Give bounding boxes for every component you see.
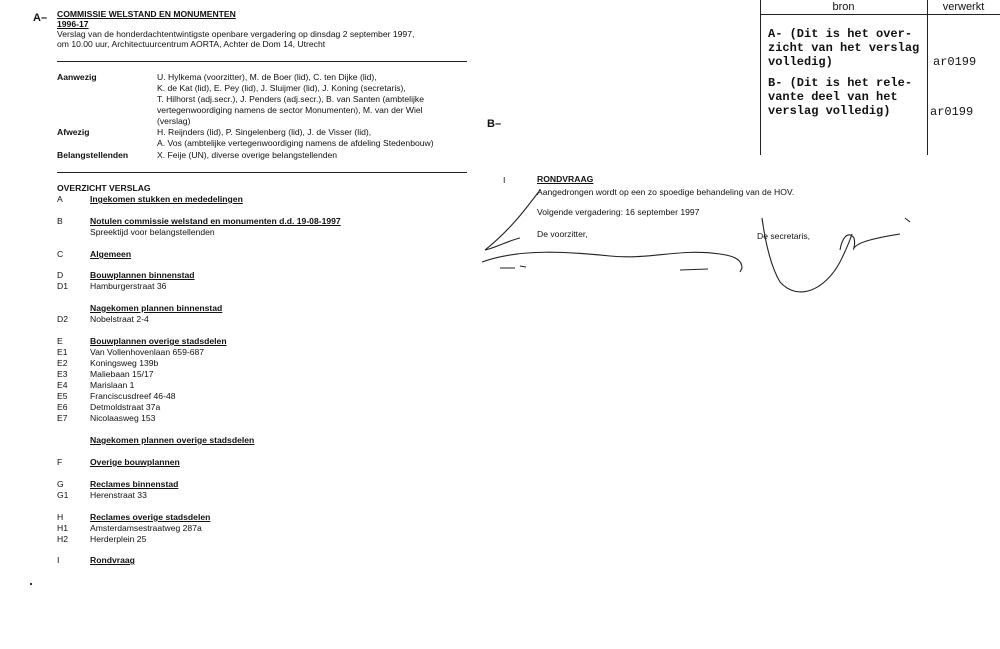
stakeholders-label: Belangstellenden bbox=[57, 150, 129, 160]
next-meeting: Volgende vergadering: 16 september 1997 bbox=[537, 207, 700, 217]
stamp-note-line: B- (Dit is het rele- bbox=[768, 76, 913, 90]
secretary-signature bbox=[905, 218, 910, 222]
item-code: B bbox=[57, 216, 63, 226]
list-item: Herderplein 25 bbox=[90, 534, 147, 544]
item-code: E2 bbox=[57, 358, 68, 368]
item-code: I bbox=[57, 555, 60, 565]
item-code: D bbox=[57, 270, 64, 280]
stamp-note-line: zicht van het verslag bbox=[768, 41, 920, 55]
item-code: C bbox=[57, 249, 64, 259]
stamp-code-b: ar0199 bbox=[930, 105, 974, 119]
section-f-title: Overige bouwplannen bbox=[90, 457, 180, 467]
chair-label: De voorzitter, bbox=[537, 229, 588, 239]
stamp-border-left bbox=[760, 0, 761, 155]
stamp-note-a bbox=[768, 27, 919, 69]
stamp-header-rule bbox=[760, 14, 1000, 15]
item-code: D2 bbox=[57, 314, 68, 324]
stamp-code-a: ar0199 bbox=[933, 55, 977, 69]
list-item: Maliebaan 15/17 bbox=[90, 369, 154, 379]
list-item: Nicolaasweg 153 bbox=[90, 413, 156, 423]
list-item: Hamburgerstraat 36 bbox=[90, 281, 167, 291]
overview-heading: OVERZICHT VERSLAG bbox=[57, 183, 151, 193]
item-code: H1 bbox=[57, 523, 68, 533]
stamp-note-line: verslag volledig) bbox=[768, 104, 891, 118]
item-code: H bbox=[57, 512, 64, 522]
rondvraag-text: Aangedrongen wordt op een zo spoedige behandeling van de HOV. bbox=[537, 187, 795, 197]
list-item: Detmoldstraat 37a bbox=[90, 402, 161, 412]
chair-signature bbox=[485, 190, 540, 250]
secretary-label: De secretaris, bbox=[757, 231, 811, 241]
stamp-note-line: volledig) bbox=[768, 55, 833, 69]
section-e-title: Bouwplannen overige stadsdelen bbox=[90, 336, 227, 346]
list-item: Koningsweg 139b bbox=[90, 358, 159, 368]
chair-signature bbox=[500, 266, 708, 270]
rondvraag-code: I bbox=[503, 175, 506, 185]
section-i-title: Rondvraag bbox=[90, 555, 135, 565]
item-code: E3 bbox=[57, 369, 68, 379]
section-b-title: Notulen commissie welstand en monumenten d.d. 19-08-1997 bbox=[90, 216, 341, 226]
item-code: A bbox=[57, 194, 63, 204]
mark-b: B– bbox=[487, 118, 502, 130]
list-item: Nobelstraat 2-4 bbox=[90, 314, 149, 324]
present-line: (verslag) bbox=[157, 116, 191, 126]
late-plans-other-title: Nagekomen plannen overige stadsdelen bbox=[90, 435, 255, 445]
divider bbox=[57, 61, 467, 62]
list-item: Amsterdamsestraatweg 287a bbox=[90, 523, 202, 533]
document-year: 1996-17 bbox=[57, 19, 89, 29]
present-line: T. Hilhorst (adj.secr.), J. Penders (adj.secr.), B. van Santen (ambtelijke bbox=[157, 94, 424, 104]
absent-line: A. Vos (ambtelijke vertegenwoordiging namens de afdeling Stedenbouw) bbox=[157, 138, 434, 148]
stamp-source-header: bron bbox=[832, 1, 855, 13]
divider bbox=[57, 172, 467, 173]
header-line-2: om 10.00 uur, Architectuurcentrum AORTA, Achter de Dom 14, Utrecht bbox=[57, 39, 326, 49]
section-h-title: Reclames overige stadsdelen bbox=[90, 512, 211, 522]
stamp-processed-header: verwerkt bbox=[942, 1, 985, 13]
list-item: Van Vollenhovenlaan 659-687 bbox=[90, 347, 205, 357]
present-line: K. de Kat (lid), E. Pey (lid), J. Sluijmer (lid), J. Koning (secretaris), bbox=[157, 83, 406, 93]
present-line: vertegenwoordiging namens de sector Monumenten), M. van der Wiel bbox=[157, 105, 423, 115]
section-c-title: Algemeen bbox=[90, 249, 132, 259]
list-item: Marislaan 1 bbox=[90, 380, 135, 390]
document-title: COMMISSIE WELSTAND EN MONUMENTEN bbox=[57, 9, 236, 19]
stamp-divider bbox=[927, 0, 928, 155]
section-d-title: Bouwplannen binnenstad bbox=[90, 270, 195, 280]
item-code: G bbox=[57, 479, 64, 489]
stamp-note-line: vante deel van het bbox=[768, 90, 898, 104]
header-line-1: Verslag van de honderdachtentwintigste openbare vergadering op dinsdag 2 september 1997, bbox=[57, 29, 415, 39]
item-code: E7 bbox=[57, 413, 68, 423]
section-b-sub: Spreektijd voor belangstellenden bbox=[90, 227, 215, 237]
rondvraag-heading: RONDVRAAG bbox=[537, 174, 594, 184]
item-code: E1 bbox=[57, 347, 68, 357]
stakeholders-line: X. Feije (UN), diverse overige belangstellenden bbox=[157, 150, 338, 160]
stamp-note-line: A- (Dit is het over- bbox=[768, 27, 913, 41]
secretary-signature bbox=[762, 218, 852, 292]
list-item: Franciscusdreef 46-48 bbox=[90, 391, 176, 401]
section-a-title: Ingekomen stukken en mededelingen bbox=[90, 194, 243, 204]
mark-a: A– bbox=[33, 12, 48, 24]
scan-speck bbox=[30, 583, 32, 585]
item-code: E5 bbox=[57, 391, 68, 401]
list-item: Herenstraat 33 bbox=[90, 490, 147, 500]
item-code: G1 bbox=[57, 490, 69, 500]
absent-label: Afwezig bbox=[57, 127, 90, 137]
stamp-note-b bbox=[768, 76, 912, 118]
absent-line: H. Reijnders (lid), P. Singelenberg (lid), J. de Visser (lid), bbox=[157, 127, 372, 137]
present-line: U. Hylkema (voorzitter), M. de Boer (lid), C. ten Dijke (lid), bbox=[157, 72, 377, 82]
present-label: Aanwezig bbox=[57, 72, 97, 82]
signatures bbox=[480, 190, 920, 300]
item-code: E bbox=[57, 336, 63, 346]
item-code: F bbox=[57, 457, 63, 467]
section-g-title: Reclames binnenstad bbox=[90, 479, 179, 489]
item-code: D1 bbox=[57, 281, 68, 291]
item-code: E4 bbox=[57, 380, 68, 390]
late-plans-city-title: Nagekomen plannen binnenstad bbox=[90, 303, 223, 313]
item-code: E6 bbox=[57, 402, 68, 412]
item-code: H2 bbox=[57, 534, 68, 544]
